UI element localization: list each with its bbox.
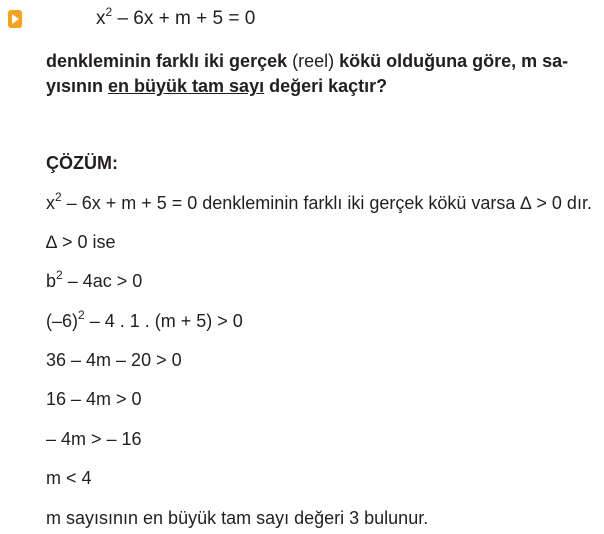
eq-term: x	[96, 8, 106, 29]
eq-rest: – 6x + m + 5 = 0	[112, 8, 256, 29]
solution-line-4: $(-6)^2 - 4$ . 1 . (m + 5) > 0	[46, 308, 243, 331]
solution-line-3: $b^2 - 4ac > 0$	[46, 268, 143, 291]
question-text-line-1: denkleminin farklı iki gerçek (reel) kökü olduğuna göre, m sa-	[46, 51, 569, 71]
solution-line-5: 36 – 4m – 20 > 0	[46, 350, 182, 370]
solution-line-9: m sayısının en büyük tam sayı değeri 3 bulunur.	[46, 508, 429, 528]
solution-line-8: m < 4	[46, 468, 92, 488]
solution-line-7: – 4m > – 16	[46, 429, 142, 449]
solution-line-6: 16 – 4m > 0	[46, 389, 142, 409]
eq-exponent: 2	[105, 5, 113, 19]
question-equation	[96, 5, 256, 30]
play-triangle-icon	[8, 10, 22, 28]
solution-line-2: ∆ > 0 ise	[46, 232, 116, 252]
question-text-line-2: yısının en büyük tam sayı değeri kaçtır?	[46, 76, 388, 96]
solution-heading: ÇÖZÜM:	[46, 153, 118, 173]
solution-line-1: $x^2 - 6x + m + 5 = 0$ denkleminin farklı iki gerçek kökü varsa ∆ > 0 dır.	[46, 190, 592, 213]
